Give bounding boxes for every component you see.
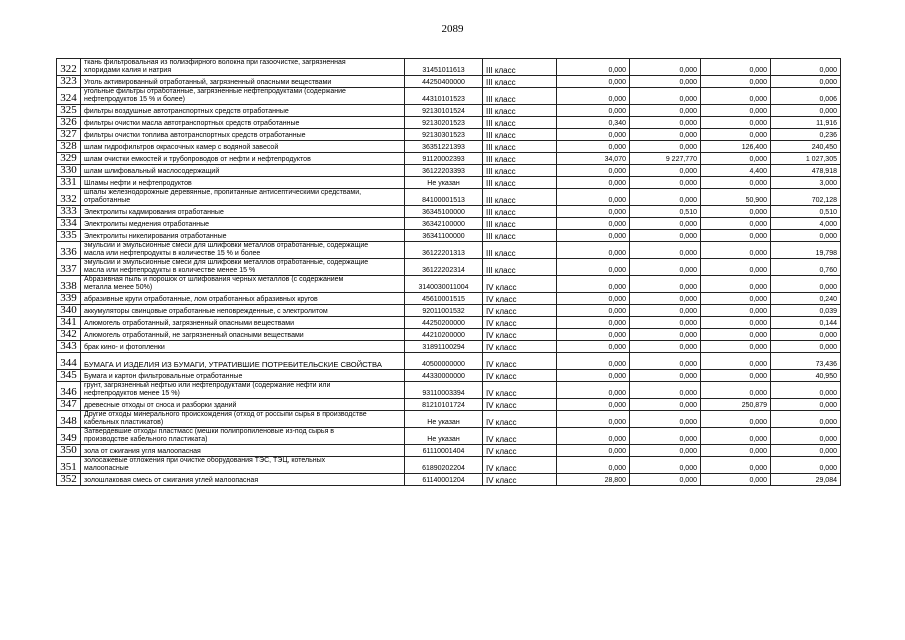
value-1: 0,000 — [557, 129, 630, 141]
hazard-class: III класс — [483, 59, 557, 76]
waste-code: 44210200000 — [405, 329, 483, 341]
value-3: 0,000 — [701, 105, 771, 117]
row-number: 332 — [57, 189, 81, 206]
value-2: 0,000 — [630, 399, 701, 411]
table-row — [57, 177, 841, 189]
table-row — [57, 457, 841, 474]
value-4: 11,916 — [771, 117, 841, 129]
waste-name: Алюмогель отработанный, не загрязненный опасными веществами — [81, 329, 405, 341]
value-3: 0,000 — [701, 218, 771, 230]
value-3: 0,000 — [701, 88, 771, 105]
value-1: 0,000 — [557, 259, 630, 276]
value-1: 0,000 — [557, 76, 630, 88]
hazard-class: III класс — [483, 189, 557, 206]
value-1: 0,000 — [557, 457, 630, 474]
value-2: 0,000 — [630, 189, 701, 206]
value-4: 0,000 — [771, 457, 841, 474]
value-1: 0,000 — [557, 382, 630, 399]
value-2: 0,000 — [630, 177, 701, 189]
row-number: 327 — [57, 129, 81, 141]
value-1: 0,000 — [557, 242, 630, 259]
row-number: 340 — [57, 305, 81, 317]
value-1: 0,000 — [557, 370, 630, 382]
value-1: 0,000 — [557, 399, 630, 411]
row-number: 324 — [57, 88, 81, 105]
waste-code: Не указан — [405, 428, 483, 445]
waste-code: 91120002393 — [405, 153, 483, 165]
table-row — [57, 218, 841, 230]
waste-name: Шламы нефти и нефтепродуктов — [81, 177, 405, 189]
value-2: 0,000 — [630, 276, 701, 293]
value-3: 0,000 — [701, 153, 771, 165]
row-number: 341 — [57, 317, 81, 329]
row-number: 348 — [57, 411, 81, 428]
waste-name: ткань фильтровальная из полиэфирного волокна при газоочистке, загрязненная хлоридами калия и натрия — [81, 59, 405, 76]
waste-code: 93110003394 — [405, 382, 483, 399]
table-row — [57, 88, 841, 105]
value-3: 0,000 — [701, 206, 771, 218]
hazard-class: IV класс — [483, 411, 557, 428]
hazard-class: IV класс — [483, 317, 557, 329]
waste-code: 3140030011004 — [405, 276, 483, 293]
waste-name: шлам очистки емкостей и трубопроводов от нефти и нефтепродуктов — [81, 153, 405, 165]
value-1: 0,000 — [557, 105, 630, 117]
value-1: 0,000 — [557, 305, 630, 317]
value-4: 1 027,305 — [771, 153, 841, 165]
value-4: 240,450 — [771, 141, 841, 153]
value-2: 0,000 — [630, 353, 701, 370]
value-2: 0,000 — [630, 317, 701, 329]
waste-name: зола от сжигания угля малоопасная — [81, 445, 405, 457]
table-row — [57, 428, 841, 445]
value-1: 0,000 — [557, 177, 630, 189]
waste-code: 44250400000 — [405, 76, 483, 88]
value-4: 3,000 — [771, 177, 841, 189]
waste-name: Затвердевшие отходы пластмасс (мешки полипропиленовые из-под сырья в производстве кабельного пластиката) — [81, 428, 405, 445]
table-row — [57, 259, 841, 276]
waste-code: 61890202204 — [405, 457, 483, 474]
waste-code: 36341100000 — [405, 230, 483, 242]
value-2: 0,000 — [630, 341, 701, 353]
table-row — [57, 370, 841, 382]
table-row — [57, 399, 841, 411]
value-2: 0,000 — [630, 165, 701, 177]
value-3: 50,900 — [701, 189, 771, 206]
value-3: 0,000 — [701, 230, 771, 242]
value-1: 0,000 — [557, 317, 630, 329]
waste-name: угольные фильтры отработанные, загрязненные нефтепродуктами (содержание нефтепродуктов 15 % и более) — [81, 88, 405, 105]
waste-name: Электролиты меднения отработанные — [81, 218, 405, 230]
waste-code: 61140001204 — [405, 474, 483, 486]
table-row — [57, 59, 841, 76]
hazard-class: III класс — [483, 218, 557, 230]
value-2: 0,000 — [630, 259, 701, 276]
value-1: 0,000 — [557, 88, 630, 105]
value-3: 0,000 — [701, 276, 771, 293]
value-3: 0,000 — [701, 457, 771, 474]
row-number: 322 — [57, 59, 81, 76]
waste-name: грунт, загрязненный нефтью или нефтепродуктами (содержание нефти или нефтепродуктов менее 15 %) — [81, 382, 405, 399]
value-2: 0,000 — [630, 474, 701, 486]
value-1: 34,070 — [557, 153, 630, 165]
table-row — [57, 129, 841, 141]
value-4: 0,760 — [771, 259, 841, 276]
waste-code: 61110001404 — [405, 445, 483, 457]
value-3: 4,400 — [701, 165, 771, 177]
waste-name: эмульсии и эмульсионные смеси для шлифовки металлов отработанные, содержащие масла или нефтепродукты в количестве менее 15 % — [81, 259, 405, 276]
value-3: 0,000 — [701, 411, 771, 428]
waste-code: 44310101523 — [405, 88, 483, 105]
value-2: 0,000 — [630, 230, 701, 242]
hazard-class: IV класс — [483, 474, 557, 486]
table-row — [57, 242, 841, 259]
value-3: 0,000 — [701, 117, 771, 129]
table-row — [57, 276, 841, 293]
value-4: 0,039 — [771, 305, 841, 317]
waste-name: золошлаковая смесь от сжигания углей малоопасная — [81, 474, 405, 486]
value-2: 0,000 — [630, 411, 701, 428]
value-1: 0,000 — [557, 230, 630, 242]
table-row — [57, 382, 841, 399]
waste-name: золосажевые отложения при очистке оборудования ТЭС, ТЭЦ, котельных малоопасные — [81, 457, 405, 474]
table-row — [57, 230, 841, 242]
value-2: 0,000 — [630, 59, 701, 76]
waste-name: Электролиты никелирования отработанные — [81, 230, 405, 242]
value-4: 19,798 — [771, 242, 841, 259]
waste-code: 44250200000 — [405, 317, 483, 329]
value-4: 0,000 — [771, 428, 841, 445]
waste-code: 36342100000 — [405, 218, 483, 230]
waste-code: 81210101724 — [405, 399, 483, 411]
hazard-class: IV класс — [483, 370, 557, 382]
waste-name: шпалы железнодорожные деревянные, пропитанные антисептическими средствами, отработанные — [81, 189, 405, 206]
hazard-class: III класс — [483, 259, 557, 276]
table-row — [57, 153, 841, 165]
value-1: 0,340 — [557, 117, 630, 129]
hazard-class: III класс — [483, 117, 557, 129]
value-3: 0,000 — [701, 177, 771, 189]
value-4: 0,000 — [771, 59, 841, 76]
row-number: 342 — [57, 329, 81, 341]
value-2: 0,000 — [630, 329, 701, 341]
value-2: 0,000 — [630, 305, 701, 317]
value-1: 0,000 — [557, 329, 630, 341]
row-number: 335 — [57, 230, 81, 242]
waste-name: шлам гидрофильтров окрасочных камер с водяной завесой — [81, 141, 405, 153]
value-4: 0,000 — [771, 276, 841, 293]
row-number: 334 — [57, 218, 81, 230]
row-number: 325 — [57, 105, 81, 117]
waste-code: 40500000000 — [405, 353, 483, 370]
waste-name: Абразивная пыль и порошок от шлифования черных металлов (с содержанием металла менее 50%) — [81, 276, 405, 293]
row-number: 329 — [57, 153, 81, 165]
table-row — [57, 445, 841, 457]
value-1: 0,000 — [557, 293, 630, 305]
table-row — [57, 141, 841, 153]
waste-name: Электролиты кадмирования отработанные — [81, 206, 405, 218]
waste-code: Не указан — [405, 411, 483, 428]
waste-code: 36351221393 — [405, 141, 483, 153]
hazard-class: IV класс — [483, 428, 557, 445]
value-2: 0,000 — [630, 105, 701, 117]
value-4: 0,000 — [771, 445, 841, 457]
hazard-class: IV класс — [483, 276, 557, 293]
value-3: 0,000 — [701, 341, 771, 353]
table-row — [57, 206, 841, 218]
row-number: 328 — [57, 141, 81, 153]
value-2: 0,000 — [630, 428, 701, 445]
waste-code: 31451011613 — [405, 59, 483, 76]
hazard-class: IV класс — [483, 445, 557, 457]
row-number: 333 — [57, 206, 81, 218]
value-4: 0,510 — [771, 206, 841, 218]
waste-code: Не указан — [405, 177, 483, 189]
row-number: 349 — [57, 428, 81, 445]
waste-code: 44330000000 — [405, 370, 483, 382]
value-2: 9 227,770 — [630, 153, 701, 165]
row-number: 330 — [57, 165, 81, 177]
hazard-class: IV класс — [483, 382, 557, 399]
waste-code: 84100001513 — [405, 189, 483, 206]
waste-code: 45610001515 — [405, 293, 483, 305]
value-3: 0,000 — [701, 59, 771, 76]
row-number: 343 — [57, 341, 81, 353]
row-number: 337 — [57, 259, 81, 276]
value-3: 0,000 — [701, 259, 771, 276]
value-1: 0,000 — [557, 276, 630, 293]
table-row — [57, 305, 841, 317]
value-3: 0,000 — [701, 382, 771, 399]
hazard-class: III класс — [483, 230, 557, 242]
value-1: 28,800 — [557, 474, 630, 486]
value-1: 0,000 — [557, 165, 630, 177]
waste-name: эмульсии и эмульсионные смеси для шлифовки металлов отработанные, содержащие масла или нефтепродукты в количестве 15 % и более — [81, 242, 405, 259]
value-4: 478,918 — [771, 165, 841, 177]
value-3: 250,879 — [701, 399, 771, 411]
value-2: 0,000 — [630, 242, 701, 259]
hazard-class: III класс — [483, 76, 557, 88]
waste-name: фильтры очистки топлива автотранспортных средств отработанные — [81, 129, 405, 141]
value-2: 0,000 — [630, 218, 701, 230]
waste-code: 36345100000 — [405, 206, 483, 218]
waste-code: 92011001532 — [405, 305, 483, 317]
waste-name: фильтры очистки масла автотранспортных средств отработанные — [81, 117, 405, 129]
hazard-class: IV класс — [483, 457, 557, 474]
table-row — [57, 474, 841, 486]
value-4: 702,128 — [771, 189, 841, 206]
waste-name: Другие отходы минерального происхождения (отход от россыпи сырья в производстве кабельных пластикатов) — [81, 411, 405, 428]
hazard-class: IV класс — [483, 305, 557, 317]
value-2: 0,000 — [630, 445, 701, 457]
row-number: 336 — [57, 242, 81, 259]
table-row — [57, 317, 841, 329]
waste-code: 31891100294 — [405, 341, 483, 353]
waste-name: Бумага и картон фильтровальные отработанные — [81, 370, 405, 382]
waste-code: 92130201523 — [405, 117, 483, 129]
waste-name: абразивные круги отработанные, лом отработанных абразивных кругов — [81, 293, 405, 305]
hazard-class: IV класс — [483, 293, 557, 305]
table-row — [57, 117, 841, 129]
page-number: 2089 — [441, 23, 464, 35]
value-4: 0,000 — [771, 230, 841, 242]
hazard-class: IV класс — [483, 329, 557, 341]
waste-name: аккумуляторы свинцовые отработанные неповрежденные, с электролитом — [81, 305, 405, 317]
value-4: 0,000 — [771, 105, 841, 117]
table-row — [57, 293, 841, 305]
row-number: 352 — [57, 474, 81, 486]
value-3: 0,000 — [701, 445, 771, 457]
hazard-class: IV класс — [483, 353, 557, 370]
hazard-class: III класс — [483, 105, 557, 117]
row-number: 350 — [57, 445, 81, 457]
waste-name: Алюмогель отработанный, загрязненный опасными веществами — [81, 317, 405, 329]
value-4: 0,000 — [771, 329, 841, 341]
waste-name: фильтры воздушные автотранспортных средств отработанные — [81, 105, 405, 117]
value-1: 0,000 — [557, 341, 630, 353]
value-3: 0,000 — [701, 242, 771, 259]
value-2: 0,000 — [630, 129, 701, 141]
value-2: 0,000 — [630, 382, 701, 399]
value-1: 0,000 — [557, 445, 630, 457]
hazard-class: III класс — [483, 129, 557, 141]
value-2: 0,000 — [630, 88, 701, 105]
value-2: 0,510 — [630, 206, 701, 218]
hazard-class: III класс — [483, 177, 557, 189]
value-4: 0,236 — [771, 129, 841, 141]
table-row — [57, 189, 841, 206]
table-row — [57, 353, 841, 370]
value-3: 126,400 — [701, 141, 771, 153]
value-4: 0,240 — [771, 293, 841, 305]
value-4: 0,006 — [771, 88, 841, 105]
value-2: 0,000 — [630, 76, 701, 88]
value-4: 0,000 — [771, 76, 841, 88]
row-number: 347 — [57, 399, 81, 411]
value-3: 0,000 — [701, 129, 771, 141]
hazard-class: III класс — [483, 141, 557, 153]
value-3: 0,000 — [701, 474, 771, 486]
waste-code: 36122202314 — [405, 259, 483, 276]
value-1: 0,000 — [557, 206, 630, 218]
row-number: 351 — [57, 457, 81, 474]
value-1: 0,000 — [557, 353, 630, 370]
hazard-class: III класс — [483, 165, 557, 177]
value-3: 0,000 — [701, 329, 771, 341]
value-4: 73,436 — [771, 353, 841, 370]
value-4: 29,084 — [771, 474, 841, 486]
waste-code: 36122203393 — [405, 165, 483, 177]
value-2: 0,000 — [630, 293, 701, 305]
waste-name: БУМАГА И ИЗДЕЛИЯ ИЗ БУМАГИ, УТРАТИВШИЕ ПОТРЕБИТЕЛЬСКИЕ СВОЙСТВА — [81, 353, 405, 370]
waste-name: древесные отходы от сноса и разборки зданий — [81, 399, 405, 411]
value-4: 0,000 — [771, 411, 841, 428]
value-1: 0,000 — [557, 59, 630, 76]
value-2: 0,000 — [630, 370, 701, 382]
waste-name: Уголь активированный отработанный, загрязненный опасными веществами — [81, 76, 405, 88]
value-3: 0,000 — [701, 353, 771, 370]
value-4: 0,000 — [771, 382, 841, 399]
value-4: 0,000 — [771, 341, 841, 353]
value-3: 0,000 — [701, 76, 771, 88]
value-2: 0,000 — [630, 457, 701, 474]
row-number: 331 — [57, 177, 81, 189]
value-4: 0,000 — [771, 399, 841, 411]
value-1: 0,000 — [557, 141, 630, 153]
value-4: 40,950 — [771, 370, 841, 382]
row-number: 345 — [57, 370, 81, 382]
value-3: 0,000 — [701, 317, 771, 329]
row-number: 323 — [57, 76, 81, 88]
value-2: 0,000 — [630, 141, 701, 153]
row-number: 339 — [57, 293, 81, 305]
waste-name: брак кино- и фотопленки — [81, 341, 405, 353]
value-1: 0,000 — [557, 428, 630, 445]
value-3: 0,000 — [701, 293, 771, 305]
hazard-class: IV класс — [483, 399, 557, 411]
hazard-class: III класс — [483, 242, 557, 259]
waste-code: 36122201313 — [405, 242, 483, 259]
row-number: 346 — [57, 382, 81, 399]
hazard-class: III класс — [483, 153, 557, 165]
table-row — [57, 165, 841, 177]
waste-name: шлам шлифовальный маслосодержащий — [81, 165, 405, 177]
value-2: 0,000 — [630, 117, 701, 129]
value-1: 0,000 — [557, 411, 630, 428]
value-4: 0,144 — [771, 317, 841, 329]
row-number: 344 — [57, 353, 81, 370]
row-number: 338 — [57, 276, 81, 293]
hazard-class: IV класс — [483, 341, 557, 353]
hazard-class: III класс — [483, 206, 557, 218]
table-row — [57, 105, 841, 117]
table-row — [57, 76, 841, 88]
waste-code: 92130301523 — [405, 129, 483, 141]
row-number: 326 — [57, 117, 81, 129]
value-4: 4,000 — [771, 218, 841, 230]
value-3: 0,000 — [701, 428, 771, 445]
table-row — [57, 341, 841, 353]
value-3: 0,000 — [701, 305, 771, 317]
value-1: 0,000 — [557, 218, 630, 230]
table-row — [57, 411, 841, 428]
hazard-class: III класс — [483, 88, 557, 105]
table-row — [57, 329, 841, 341]
value-3: 0,000 — [701, 370, 771, 382]
value-1: 0,000 — [557, 189, 630, 206]
waste-table — [56, 58, 841, 486]
waste-code: 92130101524 — [405, 105, 483, 117]
